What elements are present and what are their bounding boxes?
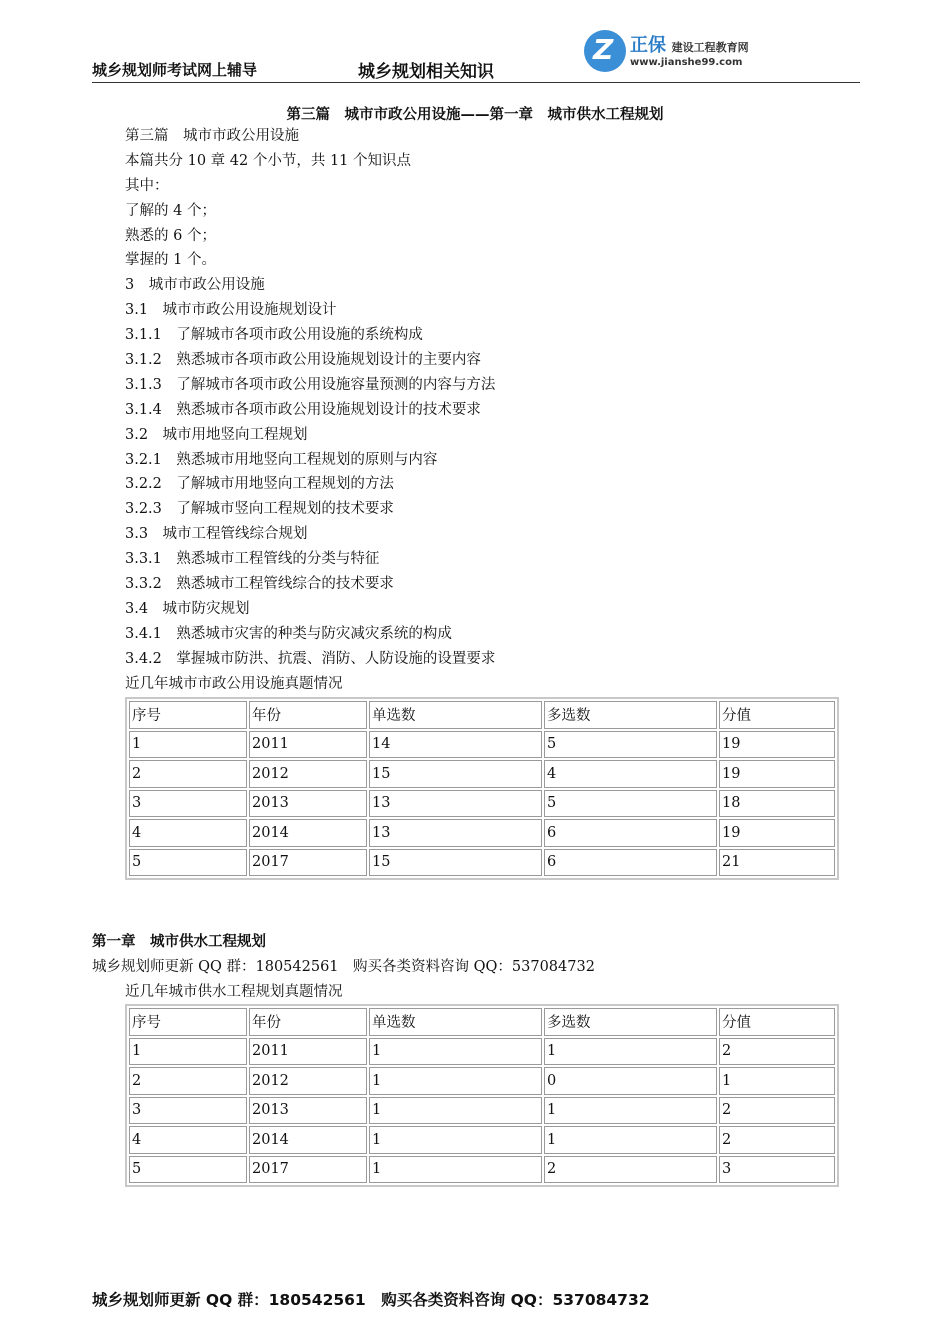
chapter-qq-info: 城乡规划师更新 QQ 群：180542561 购买各类资料咨询 QQ：537084732	[92, 959, 595, 975]
content-line: 3.4.2 掌握城市防洪、抗震、消防、人防设施的设置要求	[125, 650, 496, 667]
table-header-cell: 分值	[719, 1008, 835, 1036]
page-footer: 城乡规划师更新 QQ 群：180542561 购买各类资料咨询 QQ：537084732	[92, 1291, 650, 1309]
chapter-subtitle: 近几年城市供水工程规划真题情况	[125, 984, 343, 1000]
table-header-cell: 多选数	[544, 701, 717, 729]
table-cell: 3	[719, 1156, 835, 1184]
table-cell: 6	[544, 819, 717, 847]
table-row	[129, 1038, 835, 1066]
table-cell: 2014	[249, 819, 367, 847]
content-line: 3.1 城市市政公用设施规划设计	[125, 302, 337, 319]
chapter-title: 第一章 城市供水工程规划	[92, 934, 266, 950]
table-cell: 1	[544, 1126, 717, 1154]
table-cell: 1	[369, 1097, 542, 1125]
table-cell: 1	[544, 1038, 717, 1066]
table-cell: 6	[544, 849, 717, 877]
table-row	[129, 1126, 835, 1154]
table-cell: 2	[129, 760, 247, 788]
table-header-cell: 序号	[129, 1008, 247, 1036]
table-cell: 2013	[249, 790, 367, 818]
table-header-cell: 年份	[249, 1008, 367, 1036]
table-cell: 1	[544, 1097, 717, 1125]
table-cell: 19	[719, 819, 835, 847]
table-cell: 13	[369, 819, 542, 847]
table-cell: 2	[719, 1038, 835, 1066]
table-cell: 5	[544, 731, 717, 759]
table-row	[129, 1067, 835, 1095]
logo-subtitle: 建设工程教育网	[671, 41, 749, 54]
table-cell: 1	[369, 1038, 542, 1066]
table-cell: 3	[129, 1097, 247, 1125]
content-line: 掌握的 1 个。	[125, 252, 216, 269]
table-cell: 2012	[249, 1067, 367, 1095]
table-cell: 1	[129, 731, 247, 759]
table-water-supply-exam-stats	[125, 1004, 839, 1187]
table-cell: 2017	[249, 1156, 367, 1184]
table-header-cell: 分值	[719, 701, 835, 729]
table-cell: 5	[544, 790, 717, 818]
table-header-row	[129, 701, 835, 729]
table-municipal-exam-stats	[125, 697, 839, 880]
content-line: 3.2.3 了解城市竖向工程规划的技术要求	[125, 501, 394, 518]
header-left-text: 城乡规划师考试网上辅导	[92, 61, 258, 79]
content-line: 近几年城市市政公用设施真题情况	[125, 675, 343, 692]
table-header-cell: 年份	[249, 701, 367, 729]
page-title: 第三篇 城市市政公用设施——第一章 城市供水工程规划	[286, 107, 664, 123]
content-line: 3.2.2 了解城市用地竖向工程规划的方法	[125, 476, 394, 493]
table-cell: 15	[369, 849, 542, 877]
table-cell: 1	[129, 1038, 247, 1066]
table-cell: 18	[719, 790, 835, 818]
table-row	[129, 731, 835, 759]
table-cell: 1	[369, 1156, 542, 1184]
table-cell: 2011	[249, 731, 367, 759]
table-row	[129, 790, 835, 818]
table-cell: 19	[719, 731, 835, 759]
table-cell: 5	[129, 849, 247, 877]
content-line: 3.4 城市防灾规划	[125, 600, 250, 617]
content-line: 熟悉的 6 个；	[125, 227, 216, 244]
table-header-cell: 序号	[129, 701, 247, 729]
logo-z-icon: Z	[584, 30, 626, 72]
table-cell: 2	[544, 1156, 717, 1184]
table-header-cell: 单选数	[369, 701, 542, 729]
content-line: 第三篇 城市市政公用设施	[125, 128, 299, 144]
table-cell: 15	[369, 760, 542, 788]
brand-logo[interactable]	[584, 28, 774, 76]
table-cell: 2	[129, 1067, 247, 1095]
logo-url: www.jianshe99.com	[630, 57, 743, 68]
table-cell: 2	[719, 1126, 835, 1154]
content-line: 3.1.1 了解城市各项市政公用设施的系统构成	[125, 327, 423, 344]
content-line: 3.1.2 熟悉城市各项市政公用设施规划设计的主要内容	[125, 352, 481, 369]
table-row	[129, 1156, 835, 1184]
table-cell: 2014	[249, 1126, 367, 1154]
table-header-cell: 多选数	[544, 1008, 717, 1036]
table-cell: 2011	[249, 1038, 367, 1066]
table-cell: 5	[129, 1156, 247, 1184]
table-cell: 2013	[249, 1097, 367, 1125]
table-row	[129, 1097, 835, 1125]
content-line: 3 城市市政公用设施	[125, 277, 265, 294]
table-cell: 21	[719, 849, 835, 877]
table-cell: 1	[719, 1067, 835, 1095]
content-line: 3.1.4 熟悉城市各项市政公用设施规划设计的技术要求	[125, 401, 481, 418]
content-line: 3.3.1 熟悉城市工程管线的分类与特征	[125, 551, 380, 568]
content-lines	[125, 124, 495, 696]
content-line: 3.1.3 了解城市各项市政公用设施容量预测的内容与方法	[125, 376, 496, 393]
table-cell: 0	[544, 1067, 717, 1095]
table-cell: 13	[369, 790, 542, 818]
table-header-row	[129, 1008, 835, 1036]
table-cell: 19	[719, 760, 835, 788]
table-row	[129, 819, 835, 847]
table-cell: 2017	[249, 849, 367, 877]
table-cell: 1	[369, 1067, 542, 1095]
content-line: 3.2.1 熟悉城市用地竖向工程规划的原则与内容	[125, 451, 438, 468]
table-cell: 4	[544, 760, 717, 788]
content-line: 本篇共分 10 章 42 个小节，共 11 个知识点	[125, 152, 412, 169]
table-row	[129, 849, 835, 877]
content-line: 其中：	[125, 177, 169, 194]
table-cell: 2	[719, 1097, 835, 1125]
header-center-text: 城乡规划相关知识	[358, 62, 494, 82]
logo-name: 正保	[630, 35, 666, 56]
table-cell: 3	[129, 790, 247, 818]
table-cell: 1	[369, 1126, 542, 1154]
content-line: 3.3.2 熟悉城市工程管线综合的技术要求	[125, 576, 394, 593]
table-cell: 14	[369, 731, 542, 759]
table-row	[129, 760, 835, 788]
content-line: 了解的 4 个；	[125, 202, 216, 219]
table-cell: 4	[129, 819, 247, 847]
content-line: 3.3 城市工程管线综合规划	[125, 526, 308, 543]
table-cell: 2012	[249, 760, 367, 788]
table-cell: 4	[129, 1126, 247, 1154]
page-header	[92, 28, 860, 83]
table-header-cell: 单选数	[369, 1008, 542, 1036]
content-line: 3.4.1 熟悉城市灾害的种类与防灾减灾系统的构成	[125, 625, 452, 642]
content-line: 3.2 城市用地竖向工程规划	[125, 426, 308, 443]
